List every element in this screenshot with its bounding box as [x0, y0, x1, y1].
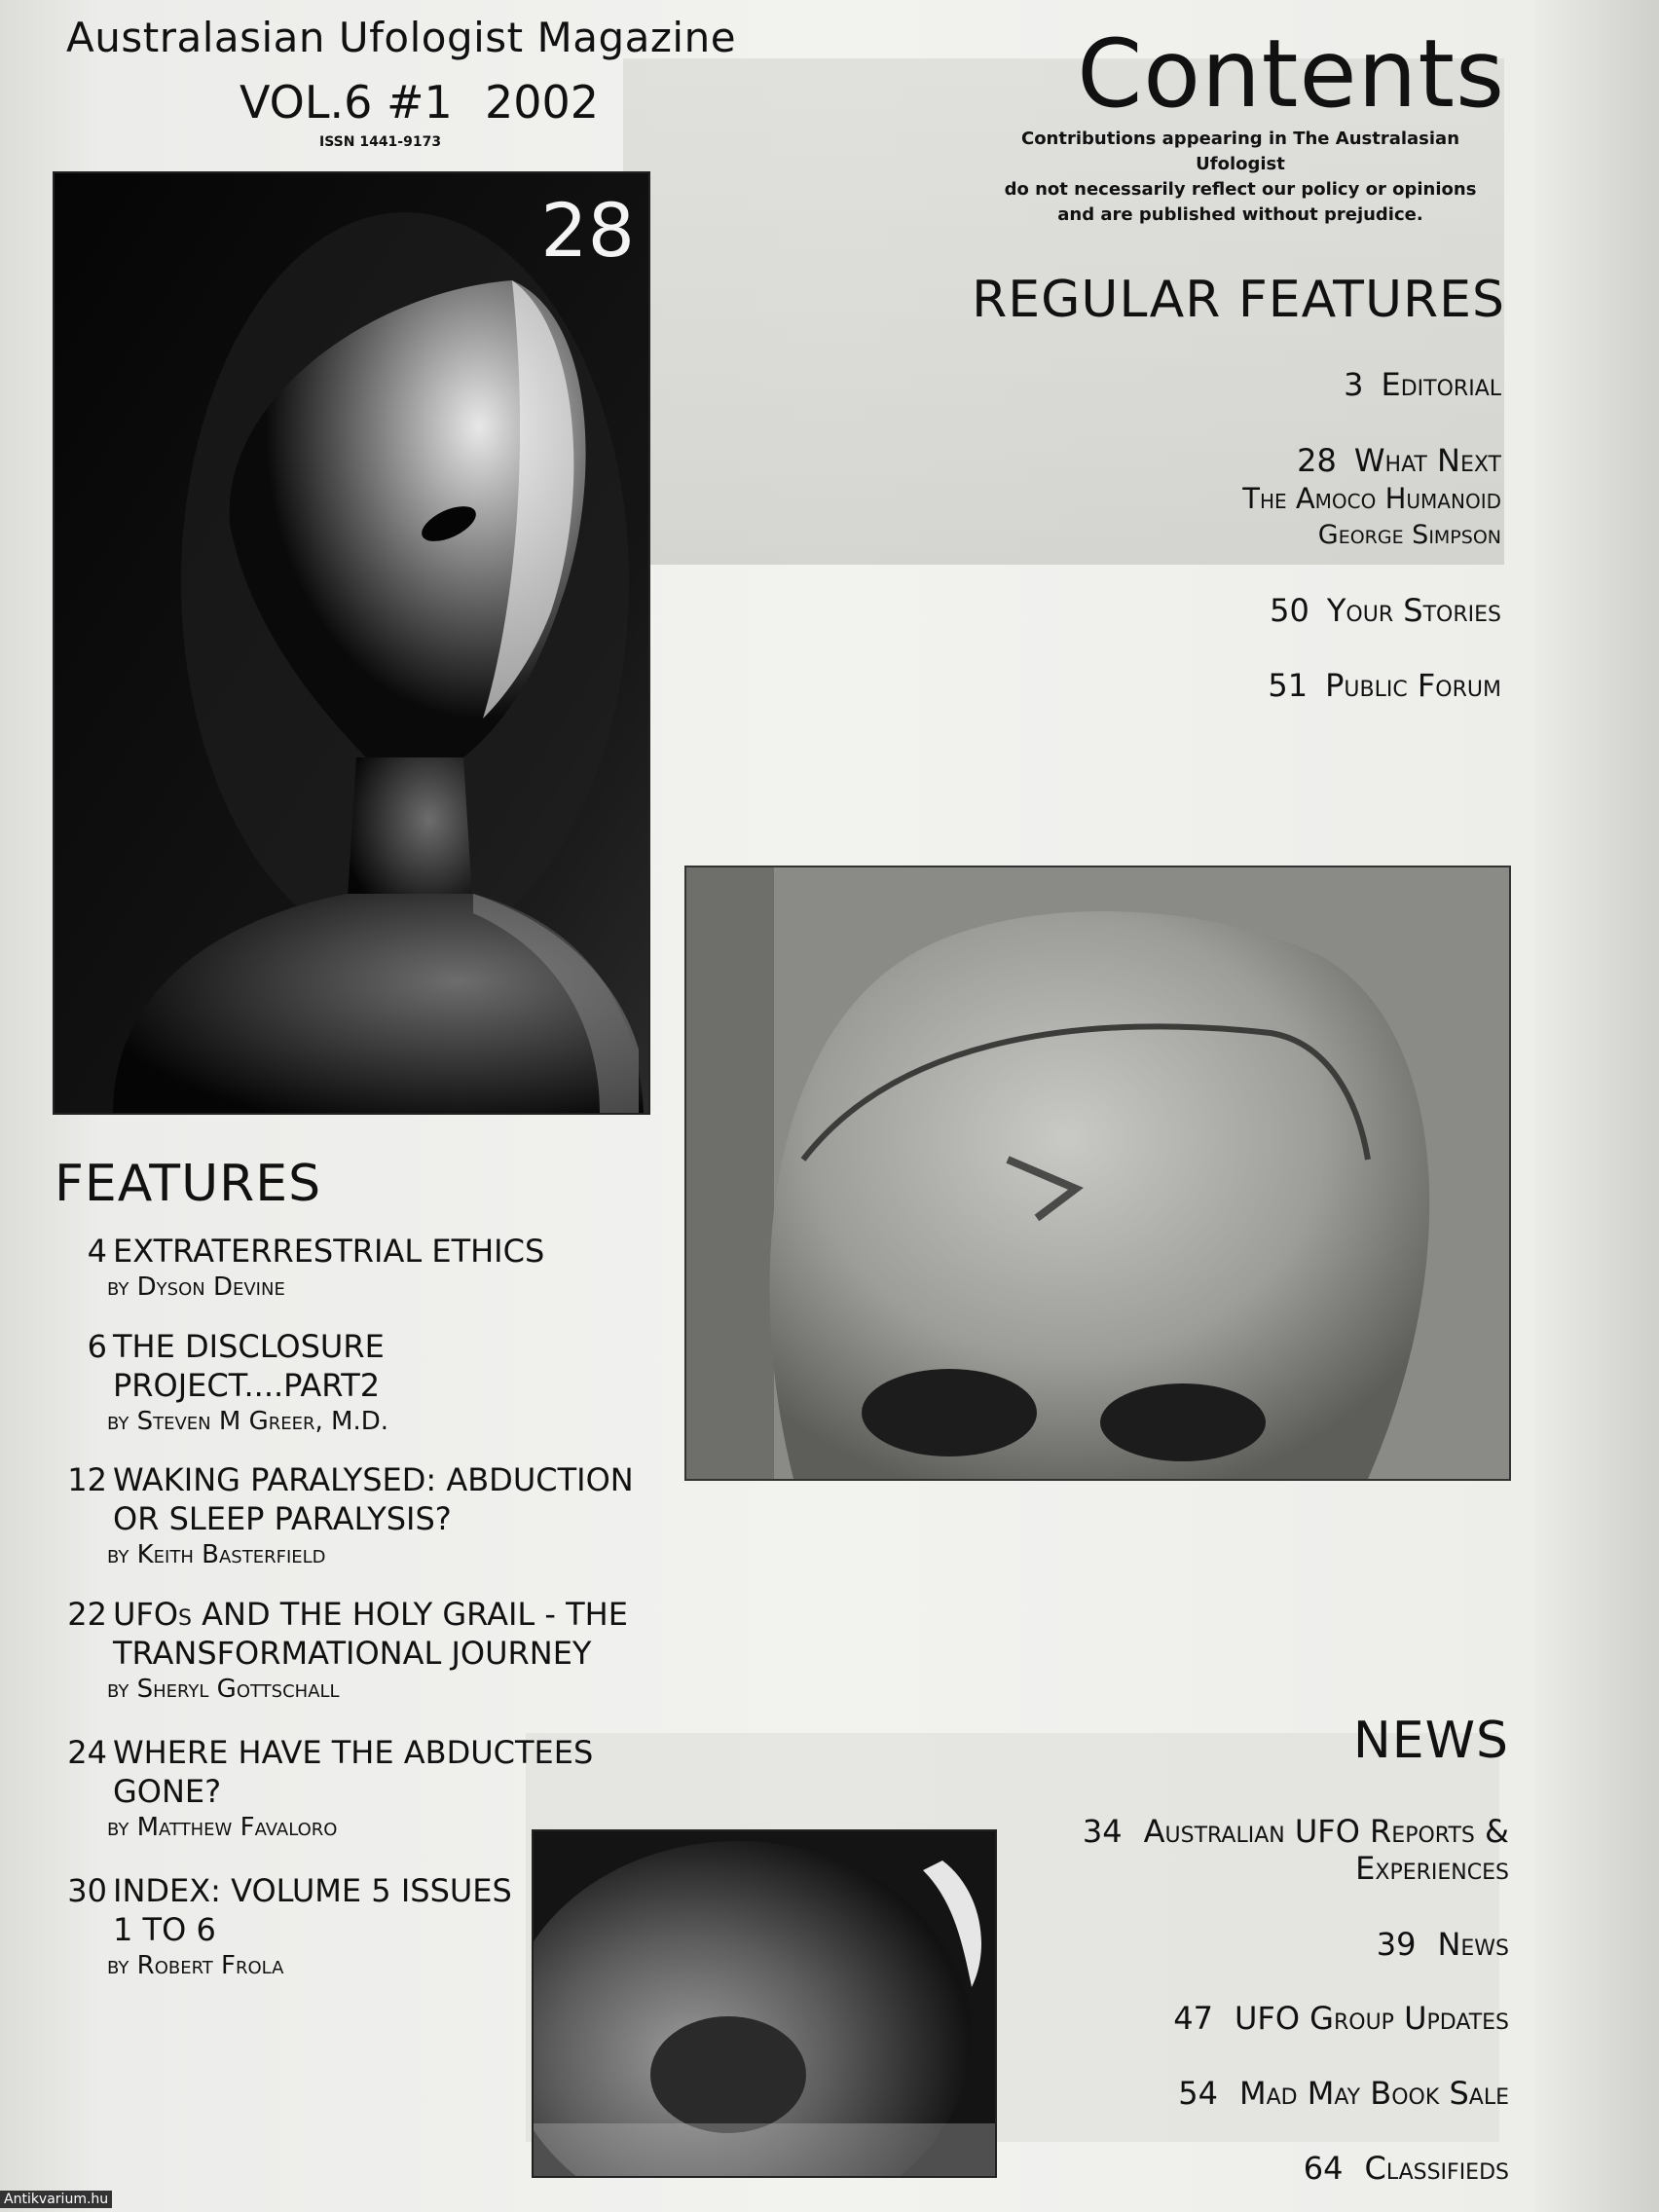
watermark: Antikvarium.hu	[0, 2191, 112, 2208]
page-number: 24	[67, 1734, 107, 1771]
entry-title: Editorial	[1381, 366, 1501, 403]
cover-image	[53, 171, 650, 1115]
entry-byline: by Dyson Devine	[107, 1272, 285, 1302]
skull-illustration	[686, 867, 1509, 1479]
news-heading: NEWS	[1352, 1712, 1509, 1770]
contents-title: Contents	[1077, 19, 1505, 129]
features-heading: FEATURES	[55, 1155, 322, 1213]
news-item	[1173, 2000, 1509, 2037]
entry-title: Mad May Book Sale	[1238, 2075, 1509, 2112]
disclaimer	[987, 127, 1493, 228]
feature-item	[55, 1327, 639, 1438]
entry-byline: by Sheryl Gottschall	[107, 1675, 340, 1704]
entry-title: INDEX: VOLUME 5 ISSUES	[113, 1872, 512, 1909]
page-number: 30	[67, 1872, 107, 1909]
entry-byline: by Steven M Greer, M.D.	[107, 1407, 389, 1436]
skull-photo	[684, 866, 1511, 1481]
page-number: 47	[1173, 2000, 1213, 2037]
news-item	[1178, 2075, 1509, 2112]
alien-silhouette-illustration	[55, 173, 648, 1113]
cover-issue-number: 28	[540, 187, 635, 274]
issn-label: ISSN 1441-9173	[319, 134, 442, 150]
face-photo	[532, 1829, 997, 2178]
news-item	[1083, 1813, 1509, 1887]
entry-title: EXTRATERRESTRIAL ETHICS	[113, 1233, 545, 1270]
page-number: 54	[1178, 2075, 1218, 2112]
entry-title: WAKING PARALYSED: ABDUCTION	[113, 1461, 634, 1498]
page-number: 28	[1297, 442, 1337, 479]
entry-title: Classifieds	[1364, 2150, 1509, 2187]
page-number: 12	[67, 1461, 107, 1498]
disclaimer-line: and are published without prejudice.	[1057, 204, 1423, 225]
feature-item	[55, 1595, 639, 1706]
magazine-title: Australasian Ufologist Magazine	[66, 14, 737, 61]
news-item	[1304, 2150, 1509, 2187]
feature-item	[55, 1733, 639, 1844]
entry-title: Australian UFO Reports &	[1143, 1813, 1509, 1850]
entry-title: WHERE HAVE THE ABDUCTEES	[113, 1734, 594, 1771]
page-number: 4	[87, 1233, 107, 1270]
page-number: 6	[87, 1328, 107, 1365]
news-item	[1377, 1926, 1509, 1963]
entry-title: What Next	[1353, 442, 1501, 479]
entry-title: News	[1437, 1926, 1509, 1963]
volume-label: VOL.6 #1	[240, 76, 453, 129]
page-number: 34	[1082, 1813, 1123, 1850]
regular-features-heading: REGULAR FEATURES	[972, 271, 1505, 329]
entry-title-cont: OR SLEEP PARALYSIS?	[113, 1500, 452, 1537]
entry-subtitle: The Amoco Humanoid	[1242, 482, 1501, 515]
year-label: 2002	[485, 76, 600, 129]
disclaimer-line: do not necessarily reflect our policy or opinions	[1004, 179, 1477, 200]
page-number: 22	[67, 1596, 107, 1633]
face-illustration	[534, 1831, 995, 2176]
entry-title-cont: 1 TO 6	[113, 1911, 216, 1948]
entry-title-cont: GONE?	[113, 1773, 222, 1810]
entry-title: Public Forum	[1325, 667, 1501, 704]
page-number: 64	[1303, 2150, 1344, 2187]
entry-title: UFOs AND THE HOLY GRAIL - THE	[113, 1596, 628, 1633]
entry-byline: by Robert Frola	[107, 1951, 284, 1980]
page-number: 39	[1376, 1926, 1417, 1963]
entry-title-cont: TRANSFORMATIONAL JOURNEY	[113, 1635, 592, 1672]
entry-byline: by Matthew Favaloro	[107, 1813, 338, 1842]
entry-title-cont: PROJECT....PART2	[113, 1367, 381, 1404]
feature-item	[55, 1232, 639, 1304]
entry-title: UFO Group Updates	[1234, 2000, 1509, 2037]
entry-author: George Simpson	[1317, 520, 1501, 550]
entry-title-cont: Experiences	[1355, 1850, 1509, 1887]
regular-feature-item	[1268, 666, 1501, 705]
feature-item	[55, 1460, 639, 1571]
regular-feature-item	[1242, 441, 1501, 554]
entry-byline: by Keith Basterfield	[107, 1540, 326, 1569]
entry-title: THE DISCLOSURE	[113, 1328, 385, 1365]
regular-feature-item	[1344, 365, 1501, 404]
page-number: 51	[1268, 667, 1309, 704]
entry-title: Your Stories	[1326, 592, 1501, 629]
page-number: 3	[1344, 366, 1364, 403]
disclaimer-line: Contributions appearing in The Australasian Ufologist	[1020, 129, 1460, 174]
page-number: 50	[1270, 592, 1309, 629]
regular-feature-item	[1270, 591, 1501, 630]
